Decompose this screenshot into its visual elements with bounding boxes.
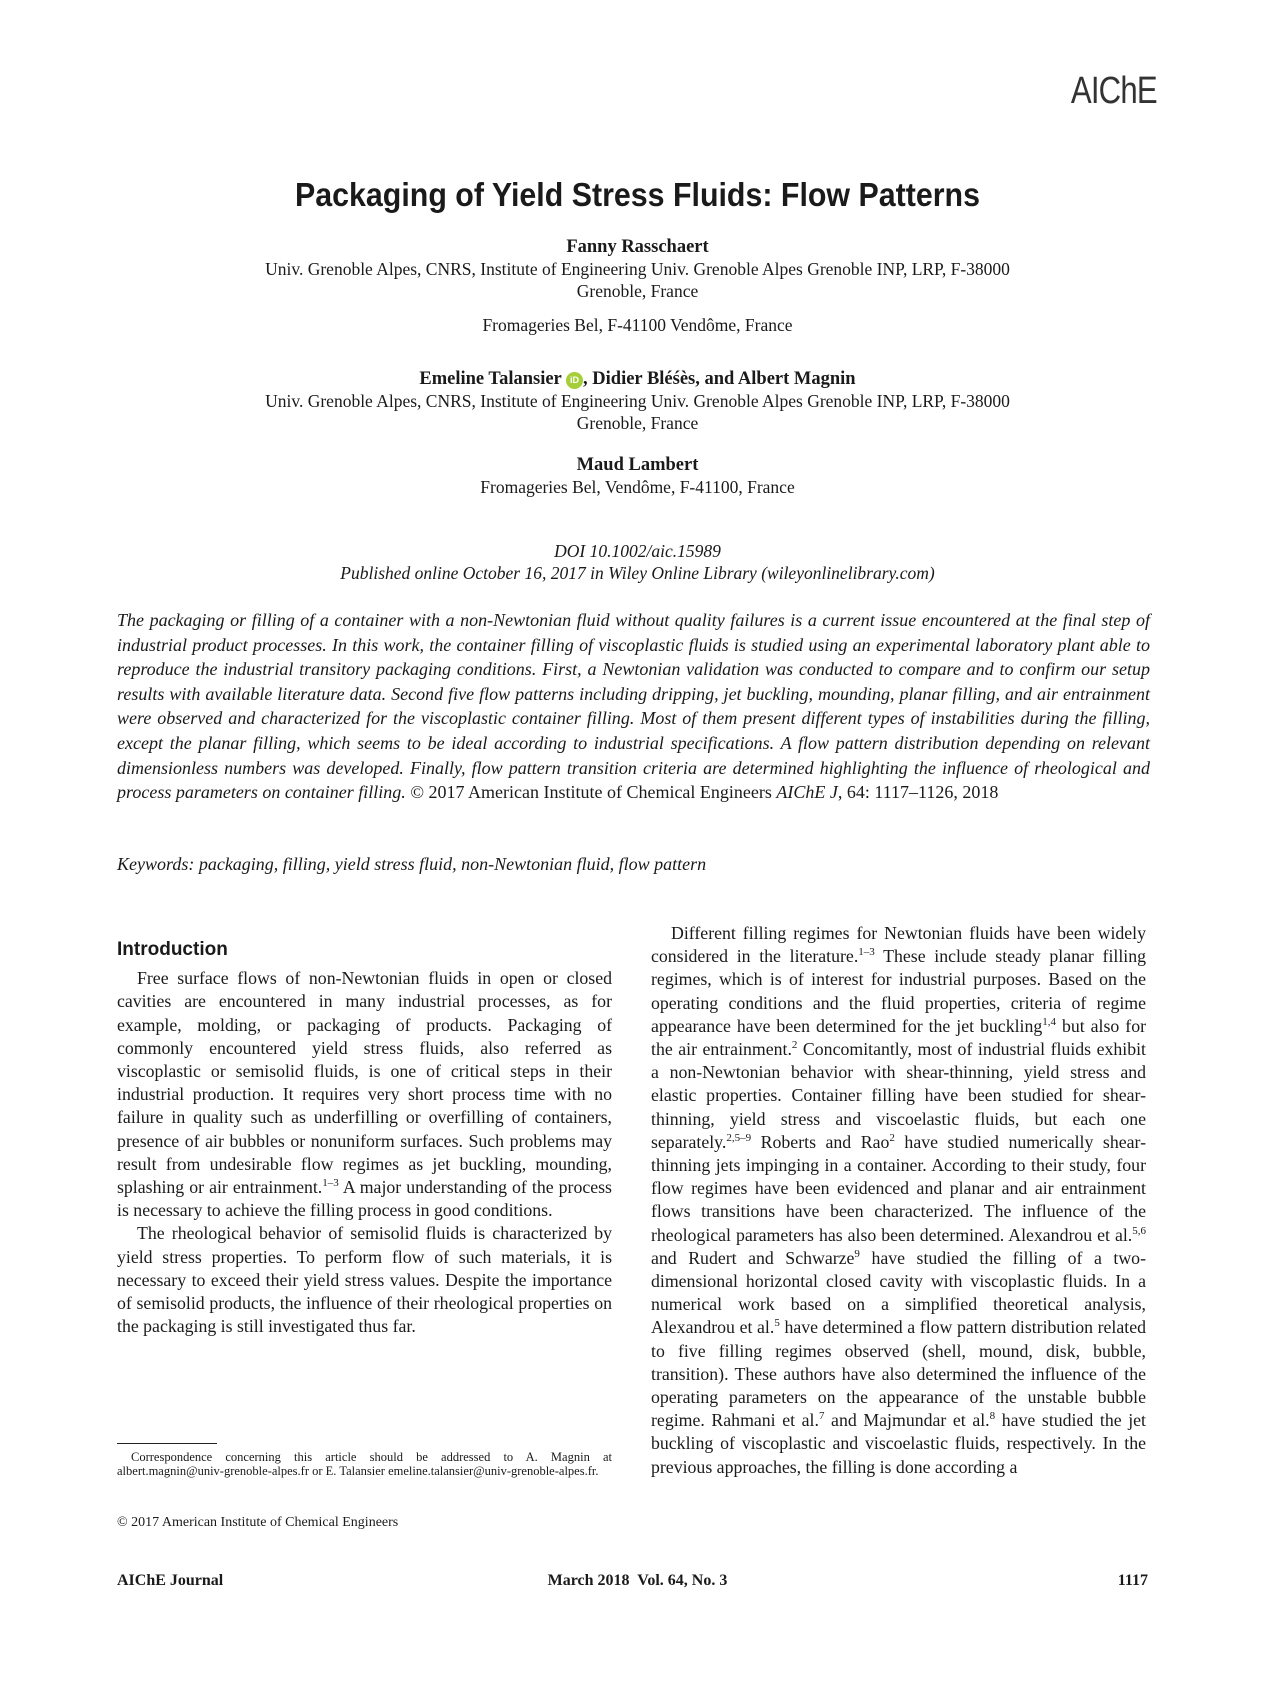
affiliation: Grenoble, France xyxy=(576,413,699,433)
affiliation: Fromageries Bel, Vendôme, F-41100, France xyxy=(480,477,795,497)
right-column xyxy=(651,922,1146,1479)
paragraph: Free surface flows of non-Newtonian fluids in open or closed cavities are encountered in many industrial processes, as for example, molding, or packaging of products. Packaging of commonly encountered yield stress fluids, also referred as viscoplastic or semisolid fluids, is one of critical steps in their industrial production. It requires very short process time with no failure in quality such as underfilling or overfilling of containers, presence of air bubbles or nonuniform surfaces. Such problems may result from undesirable flow regimes as jet buckling, mounding, splashing or air entrainment.$^{1-3}$ A major understanding of the process is necessary to achieve the filling process in good conditions. xyxy=(117,968,612,1221)
abstract-copyright: © 2017 American Institute of Chemical Engineers xyxy=(405,782,777,803)
section-heading-introduction: Introduction xyxy=(117,939,228,960)
author-name: Maud Lambert xyxy=(576,455,699,475)
left-column xyxy=(117,934,612,1338)
journal-logo: AIChE xyxy=(1071,70,1157,112)
footer-journal: AIChE Journal xyxy=(117,1572,224,1589)
affiliation: Univ. Grenoble Alpes, CNRS, Institute of Engineering Univ. Grenoble Alpes Grenoble INP, LRP, F-38000 xyxy=(265,259,1010,279)
orcid-icon[interactable]: iD xyxy=(566,372,583,389)
paper-title: Packaging of Yield Stress Fluids: Flow Patterns xyxy=(295,176,980,213)
citation-ref[interactable]: 2 xyxy=(791,1039,798,1052)
affiliation: Univ. Grenoble Alpes, CNRS, Institute of Engineering Univ. Grenoble Alpes Grenoble INP, LRP, F-38000 xyxy=(265,391,1010,411)
abstract-citation: , 64: 1117–1126, 2018 xyxy=(837,782,999,803)
correspondence-footnote: Correspondence concerning this article should be addressed to A. Magnin at albert.magnin@univ-grenoble-alpes.fr or E. Talansier emeline.talansier@univ-grenoble-alpes.fr. xyxy=(117,1450,612,1478)
paragraph: Different filling regimes for Newtonian fluids have been widely considered in the literature.$^{1-3}$ These include steady planar filling regimes, which is of interest for industrial purposes. Based on the operating conditions and the fluid properties, criteria of regime appearance have been determined for the jet buckling$^{1,4}$ but also for the air entrainment.$^2$ Concomitantly, most of industrial fluids exhibit a non-Newtonian behavior with shear-thinning, yield stress and elastic properties. Container filling have been studied for shear-thinning, yield stress and viscoelastic fluids, but each one separately.$^{2,5-9}$ Roberts and Rao$^2$ have studied numerically shear-thinning jets impinging in a container. According to their study, four flow regimes have been evidenced and planar and air entrainment flows transitions have been characterized. The influence of the rheological parameters has also been determined. Alexandrou et al.$^{5,6}$ and Rudert and Schwarze$^9$ have studied the filling of a two-dimensional horizontal closed cavity with viscoplastic fluids. In a numerical work based on a simplified theoretical analysis, Alexandrou et al.$^5$ have determined a flow pattern distribution related to five filling regimes observed (shell, mound, disk, bubble, transition). These authors have also determined the influence of the operating parameters on the appearance of the unstable bubble regime. Rahmani et al.$^7$ and Majmundar et al.$^8$ have studied the jet buckling of viscoplastic and viscoelastic fluids, respectively. In the previous approaches, the filling is done according a xyxy=(651,923,1147,1477)
footer-issue: March 2018 Vol. 64, No. 3 xyxy=(547,1572,728,1589)
affiliation: Fromageries Bel, F-41100 Vendôme, France xyxy=(482,315,793,335)
copyright-notice: © 2017 American Institute of Chemical Engineers xyxy=(117,1515,399,1530)
author-names xyxy=(150,368,1125,390)
abstract xyxy=(117,608,1150,805)
abstract-journal: AIChE J xyxy=(776,782,838,803)
citation-ref[interactable]: 1–3 xyxy=(322,1177,339,1190)
published-online: Published online October 16, 2017 in Wiley Online Library (wileyonlinelibrary.com) xyxy=(340,563,935,583)
citation-ref[interactable]: 1,4 xyxy=(1042,1015,1057,1028)
citation-ref[interactable]: 7 xyxy=(818,1410,825,1423)
author-block-3 xyxy=(150,454,1125,498)
citation-ref[interactable]: 2 xyxy=(889,1131,895,1144)
citation-ref[interactable]: 5,6 xyxy=(1132,1224,1146,1237)
paragraph: The rheological behavior of semisolid fluids is characterized by yield stress properties. To perform flow of such materials, it is necessary to exceed their yield stress values. Despite the importance of semisolid products, the influence of their rheological properties on the packaging is still investigated thus far. xyxy=(117,1223,612,1337)
affiliation: Grenoble, France xyxy=(576,281,699,301)
doi: DOI 10.1002/aic.15989 xyxy=(554,541,721,561)
author-block-2 xyxy=(150,368,1125,434)
citation-ref[interactable]: 2,5–9 xyxy=(726,1131,752,1144)
footnote-divider xyxy=(117,1443,217,1444)
citation-ref[interactable]: 9 xyxy=(854,1247,860,1260)
publication-info xyxy=(150,540,1125,584)
citation-ref[interactable]: 5 xyxy=(774,1317,780,1330)
footer-page-number: 1117 xyxy=(1117,1572,1148,1589)
citation-ref[interactable]: 8 xyxy=(989,1410,996,1423)
citation-ref[interactable]: 1–3 xyxy=(858,946,875,959)
abstract-text: The packaging or filling of a container with a non-Newtonian fluid without quality failures is a current issue encountered at the final step of industrial product processes. In this work, the container filling of viscoplastic fluids is studied using an experimental laboratory plant able to reproduce the industrial transitory packaging conditions. First, a Newtonian validation was conducted to compare and to confirm our setup results with available literature data. Second five flow patterns including dripping, jet buckling, mounding, planar filling, and air entrainment were observed and characterized for the viscoplastic container filling. Most of them present different types of instabilities during the filling, except the planar filling, which seems to be ideal according to industrial specifications. A flow pattern distribution depending on relevant dimensionless numbers was developed. Finally, flow pattern transition criteria are determined highlighting the influence of rheological and process parameters on container filling. xyxy=(117,610,1150,803)
keywords: Keywords: packaging, filling, yield stress fluid, non-Newtonian fluid, flow pattern xyxy=(117,854,707,874)
author-name: Fanny Rasschaert xyxy=(566,237,709,257)
author-block-1 xyxy=(150,236,1125,336)
author-name: Emeline Talansier xyxy=(419,369,562,389)
author-names-rest: , Didier Bléśès, and Albert Magnin xyxy=(583,369,856,389)
